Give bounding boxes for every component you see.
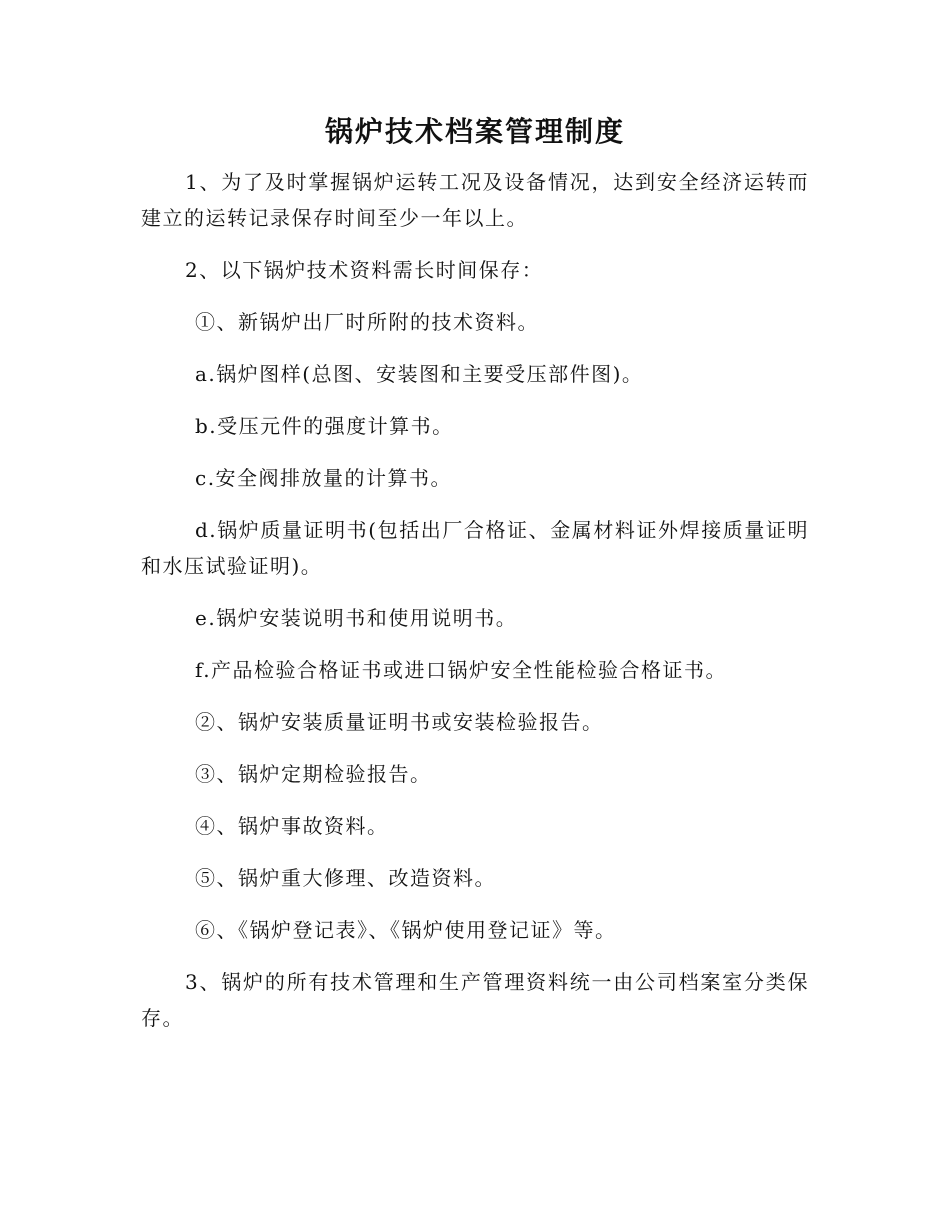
list-item-f: f.产品检验合格证书或进口锅炉安全性能检验合格证书。	[195, 658, 728, 682]
document-title: 锅炉技术档案管理制度	[324, 115, 625, 148]
document-body	[141, 164, 809, 1052]
list-item-circled-5: ⑤、锅炉重大修理、改造资料。	[195, 866, 496, 890]
list-item-d: d.锅炉质量证明书(包括出厂合格证、金属材料证外焊接质量证明和水压试验证明)。	[141, 518, 809, 578]
list-item-circled-1: ①、新锅炉出厂时所附的技术资料。	[195, 310, 539, 334]
list-item-c: c.安全阀排放量的计算书。	[195, 466, 453, 490]
paragraph-3: 3、锅炉的所有技术管理和生产管理资料统一由公司档案室分类保存。	[141, 970, 809, 1030]
list-item-a: a.锅炉图样(总图、安装图和主要受压部件图)。	[195, 362, 644, 386]
list-item-circled-6: ⑥、《锅炉登记表》、《锅炉使用登记证》等。	[195, 918, 617, 942]
list-item-circled-2: ②、锅炉安装质量证明书或安装检验报告。	[195, 710, 604, 734]
list-item-e: e.锅炉安装说明书和使用说明书。	[195, 606, 518, 630]
list-item-circled-3: ③、锅炉定期检验报告。	[195, 762, 432, 786]
list-item-circled-4: ④、锅炉事故资料。	[195, 814, 389, 838]
paragraph-1: 1、为了及时掌握锅炉运转工况及设备情况，达到安全经济运转而建立的运转记录保存时间至少一年以上。	[141, 170, 809, 230]
paragraph-2: 2、以下锅炉技术资料需长时间保存：	[185, 258, 544, 282]
list-item-b: b.受压元件的强度计算书。	[195, 414, 454, 438]
